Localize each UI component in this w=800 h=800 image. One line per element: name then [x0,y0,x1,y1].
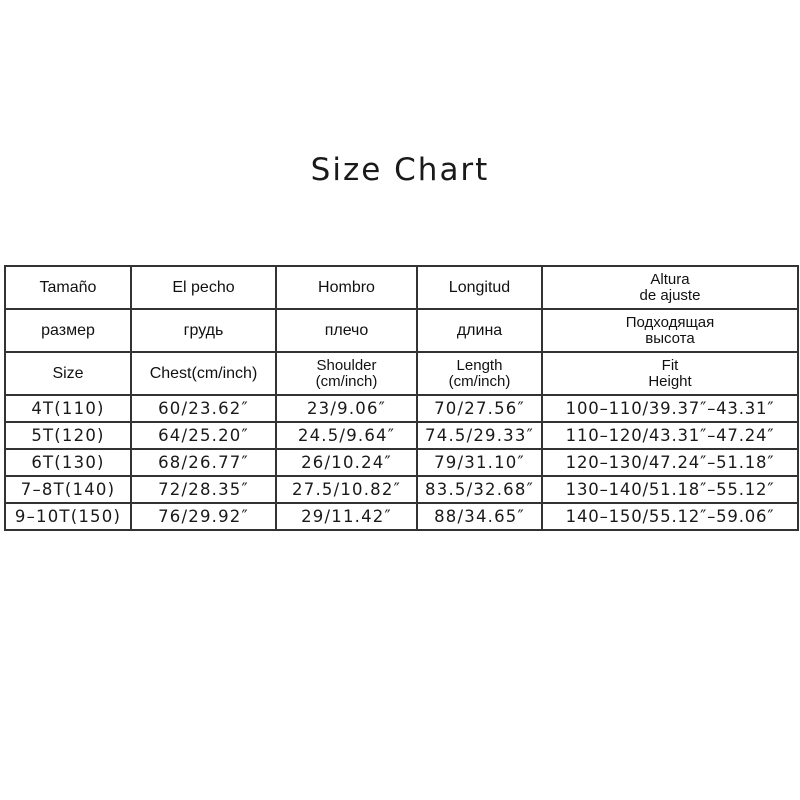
cell-length: 79/31.10″ [417,449,542,476]
cell-fit-height: 110–120/43.31″–47.24″ [542,422,798,449]
cell-chest: 68/26.77″ [131,449,276,476]
header-cell-length: длина [417,309,542,352]
header-cell-length: Longitud [417,266,542,309]
cell-size: 7–8T(140) [5,476,131,503]
cell-chest: 76/29.92″ [131,503,276,530]
cell-fit-height: 120–130/47.24″–51.18″ [542,449,798,476]
cell-chest: 72/28.35″ [131,476,276,503]
table-row [5,476,798,503]
header-cell-chest: Chest(cm/inch) [131,352,276,395]
cell-shoulder: 24.5/9.64″ [276,422,417,449]
page-title: Size Chart [310,152,490,188]
cell-length: 70/27.56″ [417,395,542,422]
cell-size: 4T(110) [5,395,131,422]
header-cell-shoulder: плечо [276,309,417,352]
cell-fit-height: 130–140/51.18″–55.12″ [542,476,798,503]
header-cell-fit-height: Fit Height [542,352,798,395]
header-cell-fit-height: Подходящая высота [542,309,798,352]
cell-length: 74.5/29.33″ [417,422,542,449]
cell-fit-height: 100–110/39.37″–43.31″ [542,395,798,422]
cell-shoulder: 27.5/10.82″ [276,476,417,503]
header-cell-size: Tamaño [5,266,131,309]
cell-shoulder: 23/9.06″ [276,395,417,422]
cell-size: 6T(130) [5,449,131,476]
header-cell-size: Size [5,352,131,395]
cell-length: 88/34.65″ [417,503,542,530]
cell-shoulder: 29/11.42″ [276,503,417,530]
table-row [5,449,798,476]
table-row [5,422,798,449]
cell-chest: 64/25.20″ [131,422,276,449]
cell-chest: 60/23.62″ [131,395,276,422]
header-row-english [5,352,798,395]
header-cell-chest: El pecho [131,266,276,309]
cell-size: 5T(120) [5,422,131,449]
cell-length: 83.5/32.68″ [417,476,542,503]
header-row-russian [5,309,798,352]
header-cell-length: Length (cm/inch) [417,352,542,395]
header-cell-fit-height: Altura de ajuste [542,266,798,309]
header-cell-chest: грудь [131,309,276,352]
header-cell-shoulder: Shoulder (cm/inch) [276,352,417,395]
header-cell-size: размер [5,309,131,352]
table-row [5,503,798,530]
cell-shoulder: 26/10.24″ [276,449,417,476]
size-chart-table [4,265,799,531]
header-cell-shoulder: Hombro [276,266,417,309]
cell-fit-height: 140–150/55.12″–59.06″ [542,503,798,530]
header-row-spanish [5,266,798,309]
table-row [5,395,798,422]
cell-size: 9–10T(150) [5,503,131,530]
